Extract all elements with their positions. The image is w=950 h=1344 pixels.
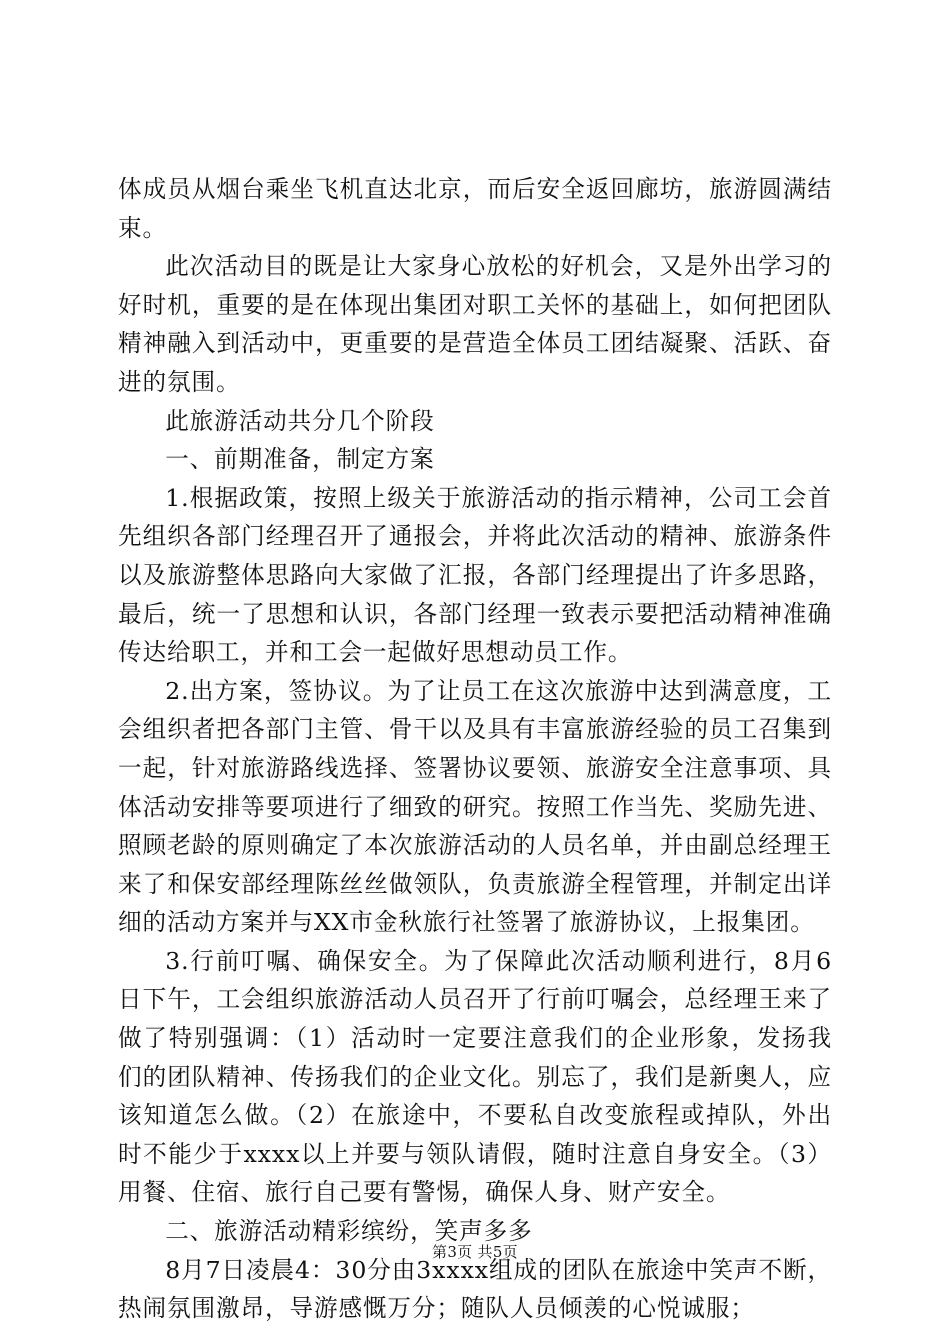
paragraph-item-3: 3.行前叮嘱、确保安全。为了保障此次活动顺利进行，8月6日下午，工会组织旅游活动人员召开了行前叮嘱会，总经理王来了做了特别强调：（1）活动时一定要注意我们的企业形象，发扬我们的团队精神、传扬我们的企业文化。别忘了，我们是新奥人，应该知道怎么做。（2）在旅途中，不要私自改变旅程或掉队，外出时不能少于xxxx以上并要与领队请假，随时注意自身安全。（3）用餐、住宿、旅行自己要有警惕，确保人身、财产安全。 [118, 946, 832, 1207]
section-heading-preparation: 一、前期准备，制定方案 [165, 445, 435, 474]
paragraph-continuation: 体成员从烟台乘坐飞机直达北京，而后安全返回廊坊，旅游圆满结束。 [118, 175, 832, 242]
paragraph-item-2: 2.出方案，签协议。为了让员工在这次旅游中达到满意度，工会组织者把各部门主管、骨干以及具有丰富旅游经验的员工召集到一起，针对旅游路线选择、签署协议要领、旅游安全注意事项、具体活动安排等要项进行了细致的研究。按照工作当先、奖励先进、照顾老龄的原则确定了本次旅游活动的人员名单，并由副总经理王来了和保安部经理陈丝丝做领队，负责旅游全程管理，并制定出详细的活动方案并与XX市金秋旅行社签署了旅游协议，上报集团。 [118, 676, 832, 937]
paragraph-item-1: 1.根据政策，按照上级关于旅游活动的指示精神，公司工会首先组织各部门经理召开了通报会，并将此次活动的精神、旅游条件以及旅游整体思路向大家做了汇报，各部门经理提出了许多思路，最后，统一了思想和认识，各部门经理一致表示要把活动精神准确传达给职工，并和工会一起做好思想动员工作。 [118, 483, 832, 667]
paragraph-purpose: 此次活动目的既是让大家身心放松的好机会，又是外出学习的好时机，重要的是在体现出集团对职工关怀的基础上，如何把团队精神融入到活动中，更重要的是营造全体员工团结凝聚、活跃、奋进的氛围。 [118, 252, 832, 396]
document-body [118, 170, 832, 1328]
section-heading-activities: 二、旅游活动精彩缤纷，笑声多多 [165, 1217, 533, 1246]
page-footer: 第3页 共5页 [432, 1243, 518, 1261]
paragraph-stages-intro: 此旅游活动共分几个阶段 [165, 406, 435, 435]
paragraph-activities: 8月7日凌晨4：30分由3xxxx组成的团队在旅途中笑声不断，热闹氛围激昂，导游感慨万分；随队人员倾羡的心悦诚服； [118, 1255, 832, 1323]
